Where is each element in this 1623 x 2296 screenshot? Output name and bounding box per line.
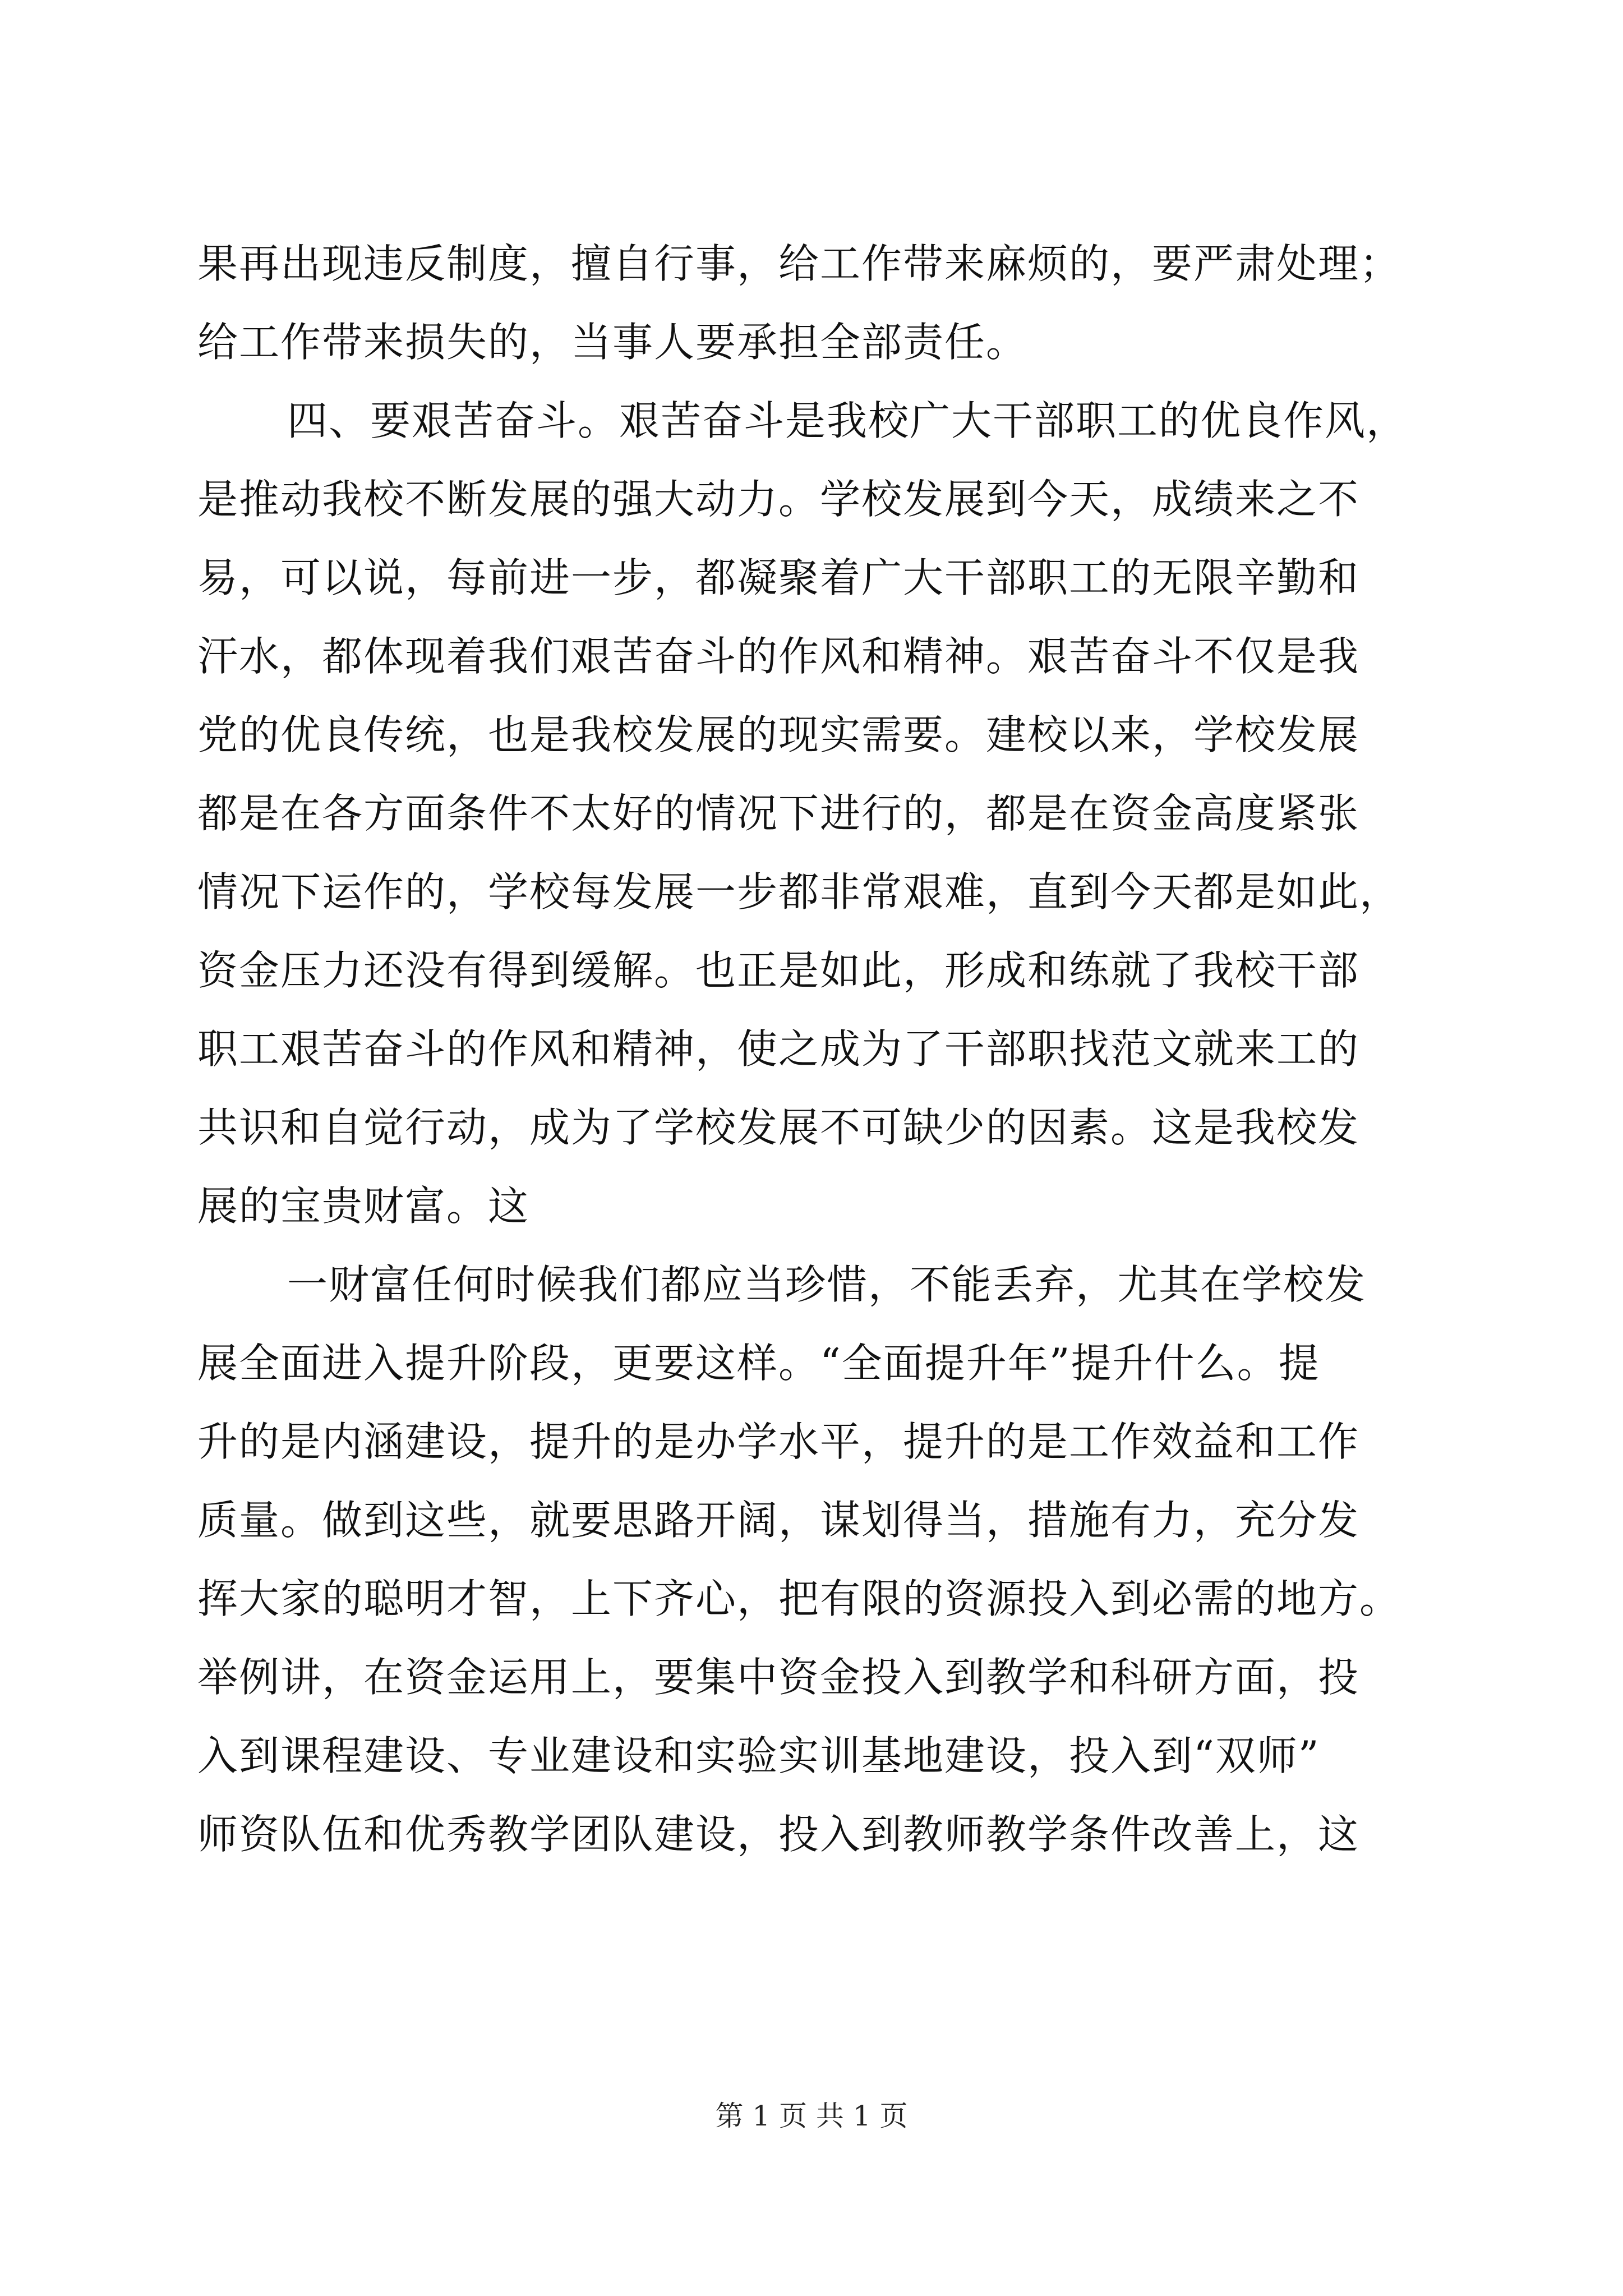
text-line: 举例讲，在资金运用上，要集中资金投入到教学和科研方面，投 xyxy=(197,1654,1360,1701)
text-line: 展全面进入提升阶段，更要这样。“全面提升年”提升什么。提 xyxy=(197,1340,1320,1387)
text-line: 入到课程建设、专业建设和实验实训基地建设，投入到“双师” xyxy=(197,1732,1320,1779)
text-line: 共识和自觉行动，成为了学校发展不可缺少的因素。这是我校发 xyxy=(197,1104,1360,1151)
text-line: 汗水，都体现着我们艰苦奋斗的作风和精神。艰苦奋斗不仅是我 xyxy=(197,633,1360,680)
text-line: 情况下运作的，学校每发展一步都非常艰难，直到今天都是如此， xyxy=(197,868,1401,915)
text-line: 给工作带来损失的，当事人要承担全部责任。 xyxy=(197,319,1028,366)
page-footer: 第 1 页 共 1 页 xyxy=(715,2100,908,2132)
text-line: 升的是内涵建设，提升的是办学水平，提升的是工作效益和工作 xyxy=(197,1418,1360,1465)
paragraph-start-line: 一财富任何时候我们都应当珍惜，不能丢弃，尤其在学校发 xyxy=(287,1261,1367,1308)
paragraph-start-line: 四、要艰苦奋斗。艰苦奋斗是我校广大干部职工的优良作风， xyxy=(287,397,1408,444)
text-line: 都是在各方面条件不太好的情况下进行的，都是在资金高度紧张 xyxy=(197,790,1360,837)
text-line: 党的优良传统，也是我校发展的现实需要。建校以来，学校发展 xyxy=(197,711,1360,758)
text-line: 易，可以说，每前进一步，都凝聚着广大干部职工的无限辛勤和 xyxy=(197,554,1360,601)
document-body xyxy=(197,224,1431,1874)
text-line: 资金压力还没有得到缓解。也正是如此，形成和练就了我校干部 xyxy=(197,947,1360,994)
text-line: 是推动我校不断发展的强大动力。学校发展到今天，成绩来之不 xyxy=(197,476,1360,523)
text-line: 质量。做到这些，就要思路开阔，谋划得当，措施有力，充分发 xyxy=(197,1497,1360,1544)
text-line: 师资队伍和优秀教学团队建设，投入到教师教学条件改善上，这 xyxy=(197,1811,1360,1858)
text-line: 职工艰苦奋斗的作风和精神，使之成为了干部职找范文就来工的 xyxy=(197,1025,1360,1073)
text-line: 展的宝贵财富。这 xyxy=(197,1182,530,1230)
text-line: 果再出现违反制度，擅自行事，给工作带来麻烦的，要严肃处理； xyxy=(197,240,1401,287)
text-line: 挥大家的聪明才智，上下齐心，把有限的资源投入到必需的地方。 xyxy=(197,1575,1401,1622)
